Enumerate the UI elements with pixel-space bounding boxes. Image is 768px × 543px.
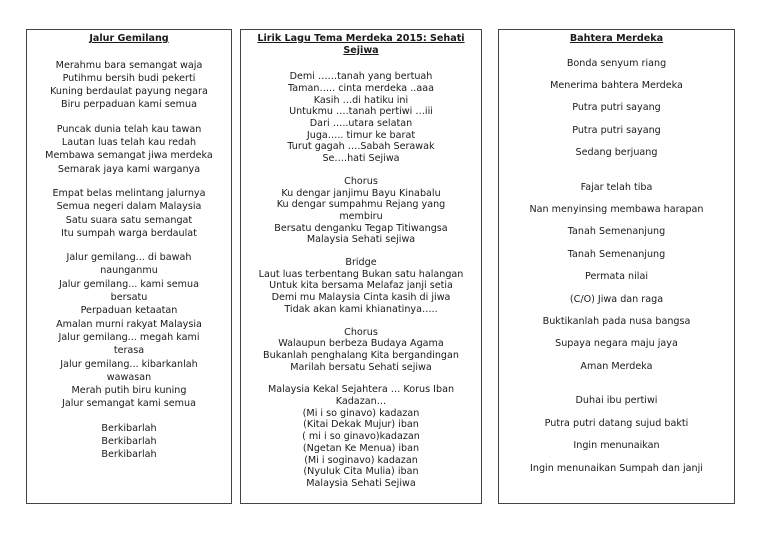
lyric-line: (Ngetan Ke Menua) iban bbox=[302, 442, 420, 454]
lyric-line: Supaya negara maju jaya bbox=[555, 338, 678, 350]
lyric-line: Laut luas terbentang Bukan satu halangan bbox=[258, 268, 464, 280]
poem-title: Lirik Lagu Tema Merdeka 2015: Sehati Sejiwa bbox=[257, 33, 465, 56]
lyric-line: Walaupun berbeza Budaya Agama bbox=[278, 338, 444, 350]
lyric-line: terasa bbox=[113, 345, 145, 357]
lyric-line: (C/O) Jiwa dan raga bbox=[569, 293, 664, 305]
lyric-line: Duhai ibu pertiwi bbox=[575, 395, 658, 407]
lyric-line: Kasih …di hatiku ini bbox=[313, 94, 409, 106]
lyric-line: Putra putri datang sujud bakti bbox=[544, 417, 689, 429]
poem-title: Jalur Gemilang bbox=[89, 33, 169, 44]
lyric-line: Sedang berjuang bbox=[575, 147, 658, 159]
lyric-line: Bonda senyum riang bbox=[566, 57, 667, 69]
lyric-line: Demi ……tanah yang bertuah bbox=[289, 71, 433, 83]
lyric-line: Ingin menunaikan bbox=[573, 440, 660, 452]
lyric-line: Dari …..utara selatan bbox=[309, 118, 413, 129]
stanza-gap bbox=[499, 165, 734, 177]
stanza bbox=[499, 53, 734, 165]
lyric-line: Buktikanlah pada nusa bangsa bbox=[542, 316, 691, 328]
lyric-line: Tanah Semenanjung bbox=[567, 226, 666, 238]
stanza bbox=[241, 327, 481, 374]
lyric-line: Biru perpaduan kami semua bbox=[61, 99, 197, 111]
lyric-line: Amalan murni rakyat Malaysia bbox=[56, 318, 202, 330]
lyric-line: Jalur gemilang... kibarkanlah bbox=[60, 358, 198, 370]
poem-body bbox=[241, 71, 481, 490]
lyric-line: Semua negeri dalam Malaysia bbox=[56, 201, 202, 213]
poem-panel-sehati-sejiwa bbox=[240, 29, 482, 504]
stanza bbox=[241, 257, 481, 316]
lyric-line: Bridge bbox=[345, 257, 377, 269]
lyric-line: Turut gagah ….Sabah Serawak bbox=[287, 141, 435, 153]
lyric-line: Jalur gemilang... megah kami bbox=[58, 331, 200, 343]
lyric-line: Aman Merdeka bbox=[580, 360, 653, 372]
stanza bbox=[241, 384, 481, 489]
lyric-line: ( mi i so ginavo)kadazan bbox=[302, 431, 420, 443]
stanza bbox=[27, 123, 231, 176]
stanza bbox=[27, 251, 231, 411]
poem-title: Bahtera Merdeka bbox=[569, 33, 664, 44]
lyric-line: Nan menyinsing membawa harapan bbox=[529, 204, 704, 216]
stanza bbox=[27, 422, 231, 462]
lyric-line: Berkibarlah bbox=[101, 449, 157, 461]
lyric-line: Semarak jaya kami warganya bbox=[57, 163, 201, 175]
poem-panel-bahtera-merdeka bbox=[498, 29, 735, 504]
lyric-line: Putra putri sayang bbox=[572, 102, 661, 114]
lyric-line: Ingin menunaikan Sumpah dan janji bbox=[530, 462, 703, 474]
lyric-line: Juga….. timur ke barat bbox=[306, 129, 416, 141]
stanza bbox=[27, 187, 231, 240]
lyric-line: Taman….. cinta merdeka ..aaa bbox=[288, 82, 434, 94]
lyric-line: Lautan luas telah kau redah bbox=[61, 137, 197, 149]
lyric-line: Jalur semangat kami semua bbox=[62, 398, 196, 410]
lyric-line: Tidak akan kami khianatinya….. bbox=[284, 303, 438, 315]
lyric-line: Bukanlah penghalang Kita bergandingan bbox=[263, 349, 459, 361]
lyric-line: Berkibarlah bbox=[101, 422, 157, 434]
lyric-line: Merah putih biru kuning bbox=[71, 385, 187, 397]
lyric-line: Malaysia Sehati sejiwa bbox=[306, 234, 416, 246]
poem-body bbox=[27, 59, 231, 462]
lyric-line: (Mi i so ginavo) kadazan bbox=[302, 407, 420, 419]
lyric-line: (Mi i soginavo) kadazan bbox=[304, 454, 418, 466]
lyric-line: Itu sumpah warga berdaulat bbox=[61, 227, 197, 239]
lyric-line: Satu suara satu semangat bbox=[65, 214, 193, 226]
lyric-line: Putra putri sayang bbox=[572, 124, 661, 136]
lyric-line: Malaysia Sehati Sejiwa bbox=[306, 477, 416, 489]
lyric-line: Bersatu denganku Tegap Titiwangsa bbox=[274, 222, 448, 234]
lyric-line: naunganmu bbox=[100, 265, 158, 277]
lyric-line: Demi mu Malaysia Cinta kasih di jiwa bbox=[271, 292, 451, 304]
stanza-gap bbox=[499, 378, 734, 390]
lyric-line: Jalur gemilang... di bawah bbox=[66, 252, 192, 264]
lyric-line: Ku dengar sumpahmu Rejang yang bbox=[276, 199, 446, 211]
lyric-line: Malaysia Kekal Sejahtera … Korus Iban bbox=[267, 384, 455, 396]
lyric-line: Berkibarlah bbox=[101, 436, 157, 448]
stanza bbox=[499, 390, 734, 480]
lyric-line: Merahmu bara semangat waja bbox=[55, 59, 203, 71]
lyric-line: (Nyuluk Cita Mulia) iban bbox=[303, 466, 419, 478]
lyric-line: Putihmu bersih budi pekerti bbox=[62, 72, 196, 84]
lyric-line: membiru bbox=[339, 210, 383, 222]
lyric-line: bersatu bbox=[110, 292, 148, 304]
lyric-line: Se….hati Sejiwa bbox=[322, 153, 400, 165]
lyric-line: Kadazan… bbox=[335, 396, 387, 408]
lyric-line: Menerima bahtera Merdeka bbox=[550, 80, 683, 91]
poem-body bbox=[499, 53, 734, 480]
lyric-line: Kuning berdaulat payung negara bbox=[50, 86, 208, 98]
lyric-line: Permata nilai bbox=[585, 271, 648, 283]
lyric-line: Tanah Semenanjung bbox=[567, 248, 666, 260]
lyric-line: Fajar telah tiba bbox=[580, 181, 653, 193]
lyric-line: Puncak dunia telah kau tawan bbox=[56, 123, 202, 135]
lyric-line: Perpaduan ketaatan bbox=[80, 305, 178, 317]
stanza bbox=[499, 177, 734, 379]
lyric-line: Jalur gemilang... kami semua bbox=[59, 278, 199, 290]
stanza bbox=[241, 176, 481, 246]
lyric-line: Membawa semangat jiwa merdeka bbox=[45, 150, 213, 162]
lyric-line: Chorus bbox=[344, 175, 378, 187]
lyric-line: Ku dengar janjimu Bayu Kinabalu bbox=[281, 187, 441, 199]
lyric-line: Marilah bersatu Sehati sejiwa bbox=[290, 361, 432, 373]
lyric-line: Untuk kita bersama Melafaz janji setia bbox=[269, 280, 453, 292]
stanza bbox=[27, 59, 231, 112]
lyric-line: Chorus bbox=[344, 326, 378, 338]
stanza bbox=[241, 71, 481, 165]
poem-panel-jalur-gemilang bbox=[26, 29, 232, 504]
lyric-line: wawasan bbox=[106, 371, 152, 383]
lyric-line: (Kitai Dekak Mujur) iban bbox=[303, 419, 419, 431]
lyric-line: Untukmu ….tanah pertiwi …iii bbox=[289, 106, 433, 118]
lyric-line: Empat belas melintang jalurnya bbox=[52, 187, 206, 199]
